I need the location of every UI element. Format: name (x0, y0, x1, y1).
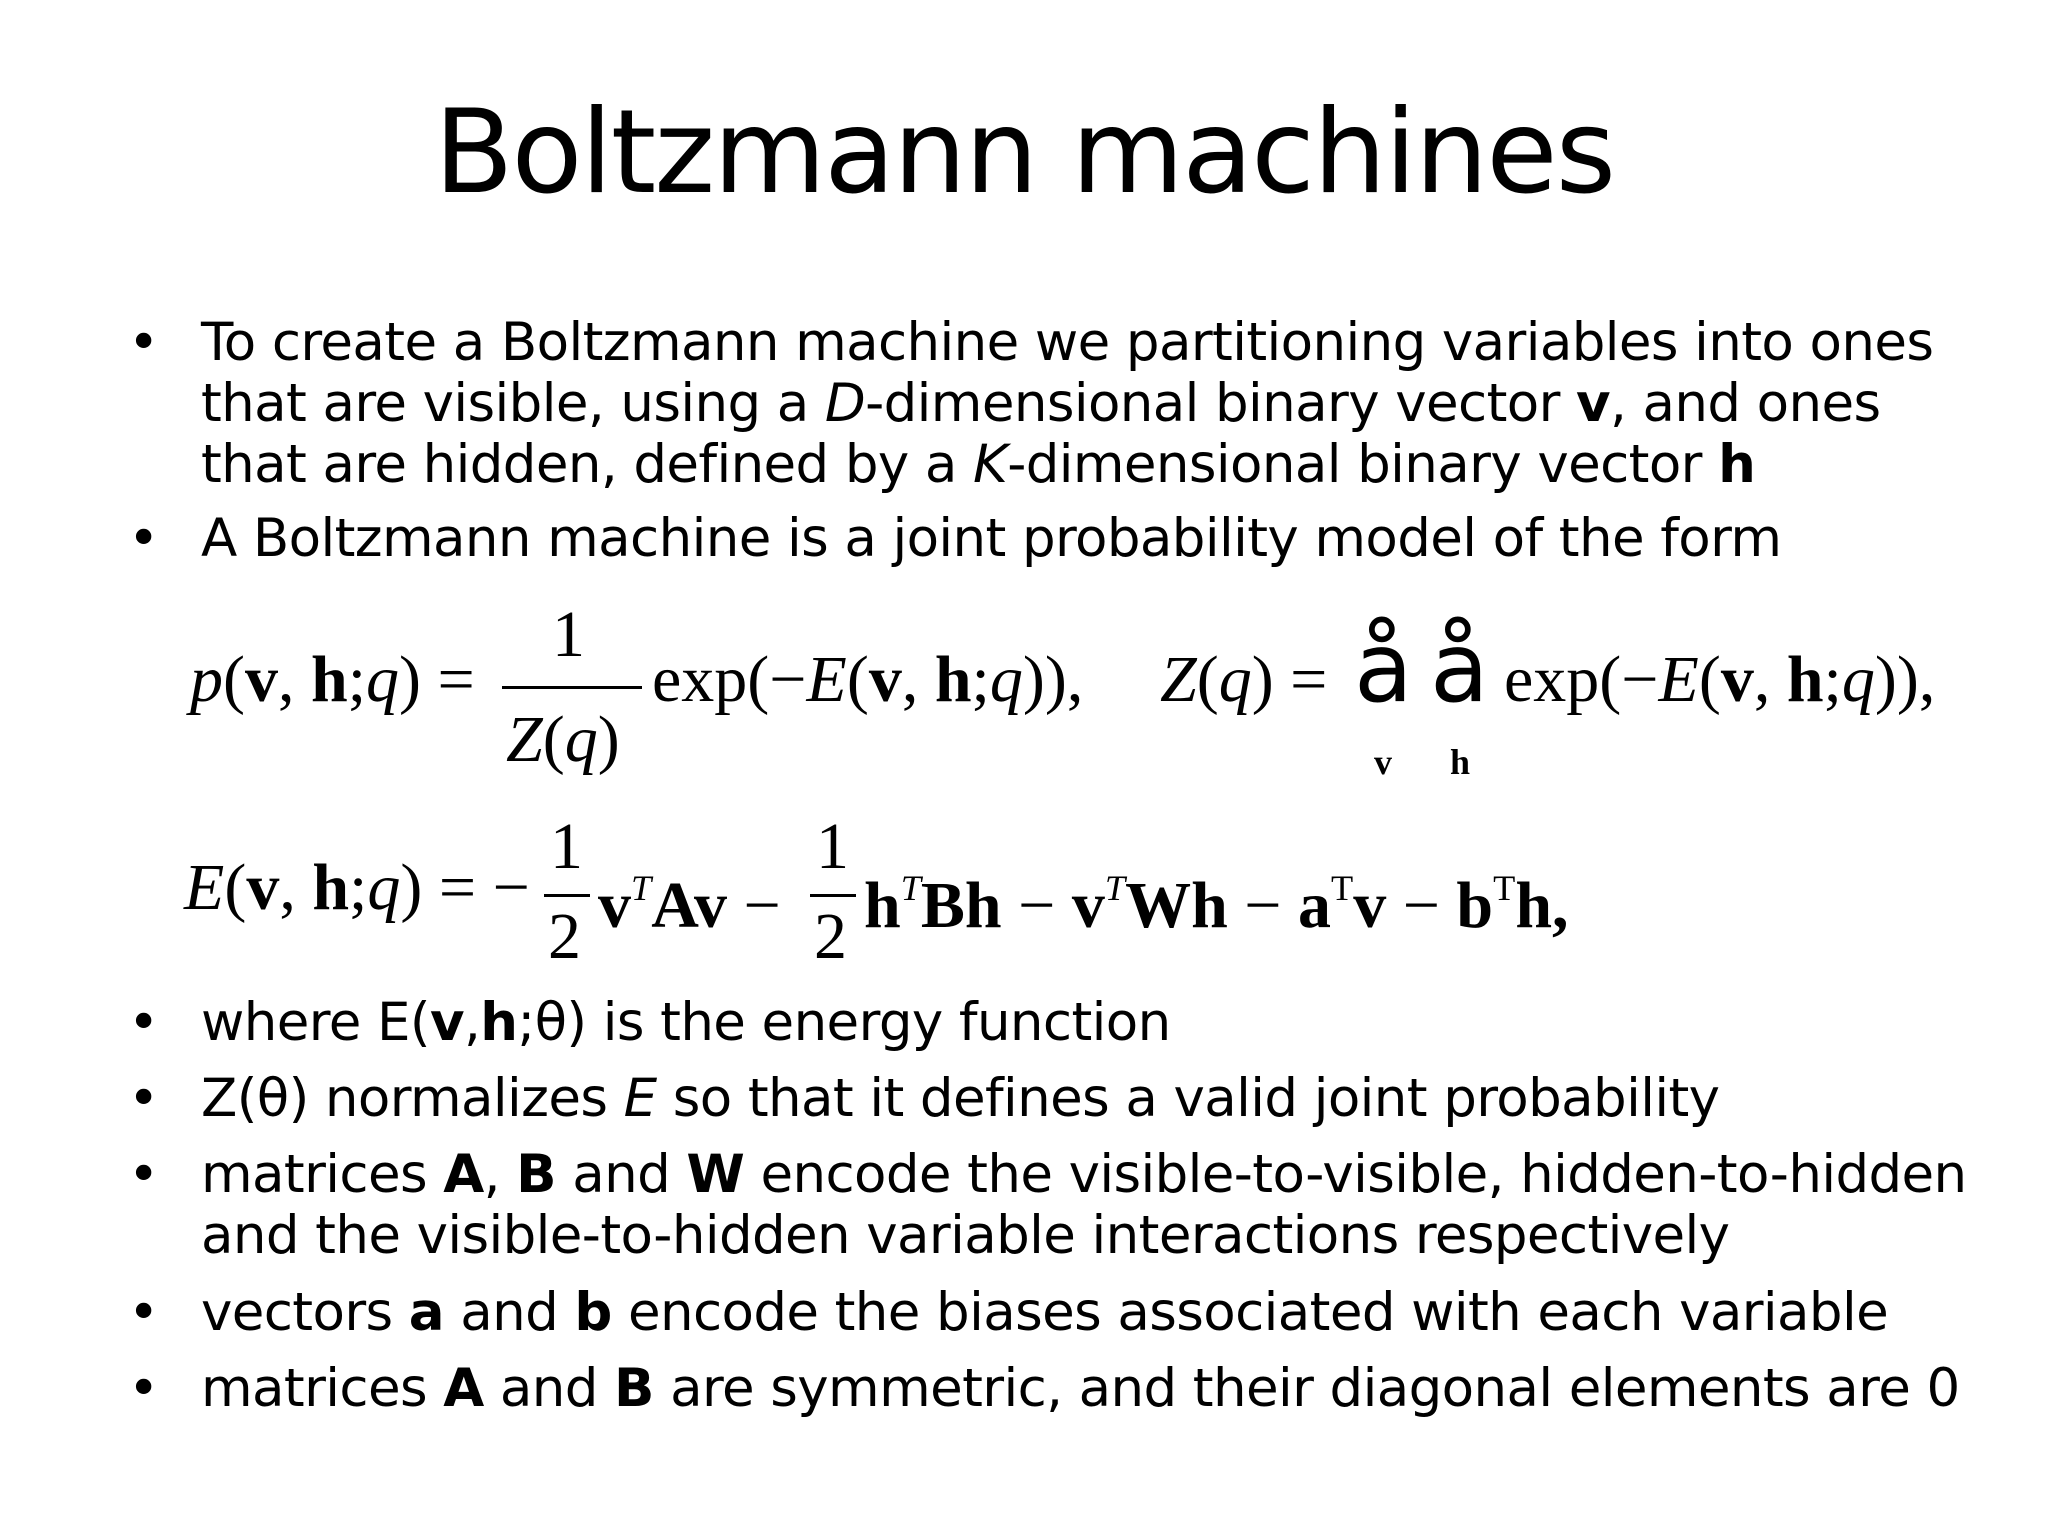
bold-term: A (443, 1358, 484, 1419)
text-run: ( (846, 643, 869, 716)
bold-term: v (1720, 643, 1754, 716)
text-run: encode the biases associated with each variable (611, 1282, 1889, 1343)
eq3-half2-numerator: 1 (816, 810, 849, 883)
bullet-marker: • (128, 1358, 159, 1419)
bullet-line (201, 1282, 1888, 1343)
text-run: − (1386, 869, 1457, 943)
text-run: ) = − (400, 851, 530, 924)
eq1-frac-denominator (506, 700, 620, 780)
sum-subscript-h: h (1450, 742, 1471, 782)
eq1-fraction-bar (502, 686, 642, 689)
bold-term: h, (1515, 869, 1569, 943)
text-run: To create a Boltzmann machine we partitioning variables into ones (201, 312, 1934, 373)
bullet-text (201, 312, 1933, 495)
italic-term: E (806, 643, 847, 716)
italic-term: Z (506, 703, 543, 776)
bold-term: h (934, 643, 972, 716)
eq3-lhs (184, 848, 530, 928)
bullet-text (201, 1358, 1960, 1419)
bullet-line (201, 1144, 1967, 1205)
bold-term: B (614, 1358, 654, 1419)
bold-term: a (408, 1282, 444, 1343)
text-run: , (463, 992, 481, 1053)
text-run: , (901, 643, 935, 716)
bullet-marker: • (128, 508, 159, 569)
bullet-text (201, 1144, 1967, 1266)
text-run: exp(− (652, 643, 807, 716)
italic-term: q (1218, 643, 1252, 716)
eq3-half1-denominator: 2 (548, 900, 581, 973)
bold-term: v (244, 643, 278, 716)
italic-term: q (1841, 643, 1875, 716)
bullet-text (201, 1068, 1719, 1129)
bold-term: v (246, 851, 280, 924)
bold-term: h (1786, 643, 1824, 716)
italic-term: Z (1160, 643, 1197, 716)
bullet-marker: • (128, 312, 159, 373)
text-run: ; (349, 851, 368, 924)
text-run: so that it defines a valid joint probability (656, 1068, 1720, 1129)
eq1-frac-numerator: 1 (552, 598, 585, 671)
bold-term: A (443, 1144, 484, 1205)
superscript: T (631, 868, 652, 908)
slide-title: Boltzmann machines (433, 85, 1615, 220)
bold-term: a (1298, 869, 1332, 943)
text-run: )), (1022, 643, 1084, 716)
bold-term: v (1576, 373, 1610, 434)
bullet-line (201, 1358, 1960, 1419)
eq3-half2-bar (810, 894, 856, 897)
bullet-marker: • (128, 1144, 159, 1205)
text-run: and (443, 1282, 575, 1343)
sum-subscript-v: v (1374, 742, 1392, 782)
text-run: ( (1698, 643, 1721, 716)
text-run: ;θ) is the energy function (517, 992, 1171, 1053)
text-run: ; (347, 643, 367, 716)
eq1-rhs (652, 640, 1083, 720)
bullet-line (201, 1068, 1719, 1129)
bullet-line (201, 434, 1933, 495)
superscript: T (900, 868, 921, 908)
bold-term: v (868, 643, 902, 716)
eq2-rhs (1504, 640, 1935, 720)
bullet-marker: • (128, 992, 159, 1053)
eq2-lhs (1160, 640, 1327, 720)
sum-over-h-icon: å (1430, 612, 1489, 724)
bold-term: v (1353, 869, 1387, 943)
text-run: , (277, 643, 311, 716)
italic-term: K (973, 434, 1008, 495)
bullet-text (201, 1282, 1888, 1343)
text-run: ) (597, 703, 620, 776)
eq3-half1-numerator: 1 (550, 810, 583, 883)
text-run: are symmetric, and their diagonal elements are 0 (653, 1358, 1960, 1419)
italic-term: q (564, 703, 598, 776)
bullet-line (201, 508, 1781, 569)
superscript: T (1104, 868, 1126, 908)
italic-term: q (989, 643, 1023, 716)
eq3-term2 (864, 848, 1569, 946)
text-run: matrices (201, 1144, 444, 1205)
text-run: ( (223, 643, 245, 716)
italic-term: E (623, 1068, 657, 1129)
text-run: , (279, 851, 313, 924)
text-run: -dimensional binary vector (865, 373, 1577, 434)
text-run: ( (224, 851, 247, 924)
bold-term: v (430, 992, 464, 1053)
italic-term: q (366, 643, 400, 716)
bold-term: W (686, 1144, 745, 1205)
bold-term: Av (651, 869, 727, 943)
text-run: exp(− (1504, 643, 1659, 716)
text-run: vectors (201, 1282, 409, 1343)
superscript: T (1331, 868, 1354, 908)
sum-over-v-icon: å (1354, 612, 1413, 724)
bullet-marker: • (128, 1068, 159, 1129)
text-run: that are visible, using a (201, 373, 825, 434)
text-run: matrices (201, 1358, 444, 1419)
text-run: ; (1823, 643, 1842, 716)
text-run: ) = (1251, 643, 1328, 716)
text-run: ; (971, 643, 990, 716)
bold-term: b (1456, 869, 1494, 943)
bold-term: h (310, 643, 348, 716)
bold-term: h (312, 851, 350, 924)
italic-term: p (190, 643, 223, 716)
bullet-marker: • (128, 1282, 159, 1343)
bold-term: Wh (1125, 869, 1228, 943)
text-run: ( (1196, 643, 1219, 716)
text-run: and (483, 1358, 615, 1419)
text-run: , (1753, 643, 1787, 716)
text-run: , (483, 1144, 517, 1205)
text-run: that are hidden, defined by a (201, 434, 974, 495)
superscript: T (1493, 868, 1516, 908)
italic-term: D (824, 373, 866, 434)
bold-term: b (574, 1282, 612, 1343)
eq3-term1 (598, 848, 781, 946)
text-run: encode the visible-to-visible, hidden-to-hidden (744, 1144, 1967, 1205)
bullet-line (201, 992, 1171, 1053)
eq3-half2-denominator: 2 (814, 900, 847, 973)
text-run: − (1227, 869, 1299, 943)
bold-term: h (480, 992, 518, 1053)
text-run: -dimensional binary vector (1007, 434, 1719, 495)
text-run: − (726, 869, 781, 943)
eq3-half1-bar (544, 894, 590, 897)
text-run: and the visible-to-hidden variable interactions respectively (201, 1205, 1730, 1266)
text-run: , and ones (1609, 373, 1881, 434)
text-run: )), (1874, 643, 1936, 716)
text-run: and (555, 1144, 687, 1205)
bold-term: h (864, 869, 901, 943)
bold-term: B (516, 1144, 556, 1205)
bullet-text (201, 508, 1781, 569)
text-run: A Boltzmann machine is a joint probability model of the form (201, 508, 1782, 569)
bold-term: v (1071, 869, 1105, 943)
italic-term: E (1658, 643, 1699, 716)
bold-term: v (598, 869, 631, 943)
text-run: ( (542, 703, 565, 776)
text-run: − (1001, 869, 1072, 943)
bullet-text (201, 992, 1171, 1053)
italic-term: q (367, 851, 401, 924)
text-run: Z(θ) normalizes (201, 1068, 624, 1129)
bold-term: h (1718, 434, 1756, 495)
bullet-line (201, 312, 1933, 373)
text-run: ) = (399, 643, 475, 716)
bullet-line (201, 1205, 1967, 1266)
italic-term: E (184, 851, 225, 924)
eq1-lhs (190, 640, 475, 720)
bold-term: Bh (920, 869, 1002, 943)
bullet-line (201, 373, 1933, 434)
text-run: where E( (201, 992, 430, 1053)
